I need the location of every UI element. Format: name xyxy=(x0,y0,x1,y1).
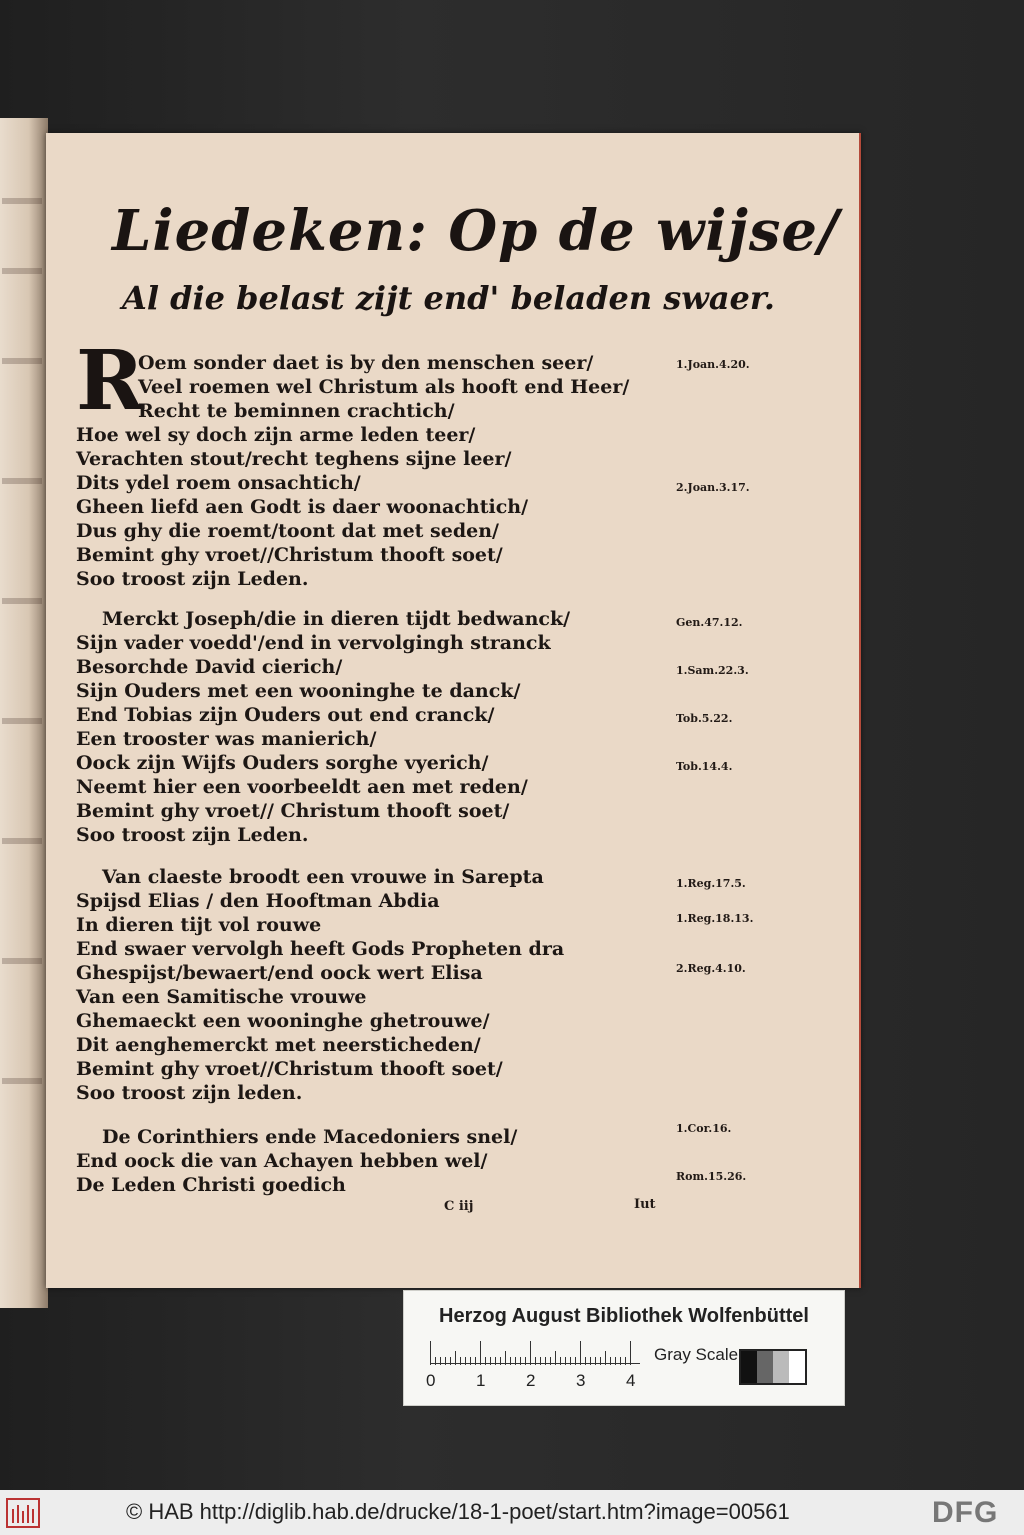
marginal-reference: 2.Joan.3.17. xyxy=(676,481,750,494)
verse-line: Veel roemen wel Christum als hooft end Heer/ xyxy=(138,376,630,398)
marginal-reference: Tob.14.4. xyxy=(676,760,733,773)
scale-number: 0 xyxy=(426,1371,436,1390)
book-page xyxy=(46,133,861,1288)
color-reference-card xyxy=(403,1290,845,1406)
marginal-reference: 1.Reg.17.5. xyxy=(676,877,746,890)
verse-line: De Corinthiers ende Macedoniers snel/ xyxy=(102,1126,518,1148)
dfg-logo: DFG xyxy=(932,1496,999,1529)
song-title: Liedeken: Op de wijse/ xyxy=(112,198,840,264)
verse-line: Soo troost zijn leden. xyxy=(76,1082,303,1104)
verse-line: Recht te beminnen crachtich/ xyxy=(138,400,455,422)
verse-line: Sijn Ouders met een wooninghe te danck/ xyxy=(76,680,521,702)
scale-number: 1 xyxy=(476,1371,486,1390)
verse-line: Soo troost zijn Leden. xyxy=(76,568,309,590)
verse-line: Van claeste broodt een vrouwe in Sarepta xyxy=(102,866,544,888)
marginal-reference: 1.Sam.22.3. xyxy=(676,664,749,677)
drop-cap: R xyxy=(76,333,145,429)
verse-line: Sijn vader voedd'/end in vervolgingh stranck xyxy=(76,632,551,654)
gray-scale-swatch xyxy=(739,1349,807,1385)
verse-line: Oem sonder daet is by den menschen seer/ xyxy=(138,352,594,374)
verse-line: Spijsd Elias / den Hooftman Abdia xyxy=(76,890,440,912)
verse-line: Verachten stout/recht teghens sijne leer/ xyxy=(76,448,512,470)
verse-line: Van een Samitische vrouwe xyxy=(76,986,367,1008)
copyright-link[interactable]: © HAB http://diglib.hab.de/drucke/18-1-poet/start.htm?image=00561 xyxy=(126,1499,790,1524)
verse-line: End Tobias zijn Ouders out end cranck/ xyxy=(76,704,495,726)
verse-line: End swaer vervolgh heeft Gods Propheten dra xyxy=(76,938,565,960)
verse-line: Soo troost zijn Leden. xyxy=(76,824,309,846)
verse-line: Een trooster was manierich/ xyxy=(76,728,377,750)
marginal-reference: Rom.15.26. xyxy=(676,1170,747,1183)
verse-line: Gheen liefd aen Godt is daer woonachtich/ xyxy=(76,496,529,518)
scale-number: 3 xyxy=(576,1371,586,1390)
verse-line: Hoe wel sy doch zijn arme leden teer/ xyxy=(76,424,476,446)
verse-line: Ghespijst/bewaert/end oock wert Elisa xyxy=(76,962,483,984)
gray-scale-label: Gray Scale xyxy=(654,1345,739,1364)
verse-line: Bemint ghy vroet//Christum thooft soet/ xyxy=(76,544,503,566)
verse-line: Dit aenghemerckt met neersticheden/ xyxy=(76,1034,481,1056)
verse-line: Ghemaeckt een wooninghe ghetrouwe/ xyxy=(76,1010,490,1032)
marginal-reference: 1.Cor.16. xyxy=(676,1122,732,1135)
signature-mark: C iij xyxy=(444,1199,474,1214)
scale-number: 4 xyxy=(626,1371,636,1390)
catchword: Iut xyxy=(634,1197,656,1212)
footer-bar xyxy=(0,1490,1024,1535)
scale-number: 2 xyxy=(526,1371,536,1390)
scale-ruler xyxy=(430,1339,640,1365)
marginal-reference: 1.Joan.4.20. xyxy=(676,358,750,371)
verse-line: Bemint ghy vroet// Christum thooft soet/ xyxy=(76,800,510,822)
marginal-reference: Tob.5.22. xyxy=(676,712,733,725)
marginal-reference: 1.Reg.18.13. xyxy=(676,912,754,925)
marginal-reference: 2.Reg.4.10. xyxy=(676,962,746,975)
verse-line: Oock zijn Wijfs Ouders sorghe vyerich/ xyxy=(76,752,489,774)
verse-line: Bemint ghy vroet//Christum thooft soet/ xyxy=(76,1058,503,1080)
card-title: Herzog August Bibliothek Wolfenbüttel xyxy=(439,1305,809,1327)
verse-line: In dieren tijt vol rouwe xyxy=(76,914,322,936)
verse-line: De Leden Christi goedich xyxy=(76,1174,346,1196)
verse-line: Merckt Joseph/die in dieren tijdt bedwanck/ xyxy=(102,608,571,630)
marginal-reference: Gen.47.12. xyxy=(676,616,743,629)
verse-line: Neemt hier een voorbeeldt aen met reden/ xyxy=(76,776,528,798)
verse-line: End oock die van Achayen hebben wel/ xyxy=(76,1150,488,1172)
song-subtitle: Al die belast zijt end' beladen swaer. xyxy=(122,279,775,317)
facing-page-edge xyxy=(0,118,48,1308)
hab-logo-icon xyxy=(6,1498,40,1528)
verse-line: Besorchde David cierich/ xyxy=(76,656,343,678)
verse-line: Dits ydel roem onsachtich/ xyxy=(76,472,361,494)
verse-line: Dus ghy die roemt/toont dat met seden/ xyxy=(76,520,499,542)
